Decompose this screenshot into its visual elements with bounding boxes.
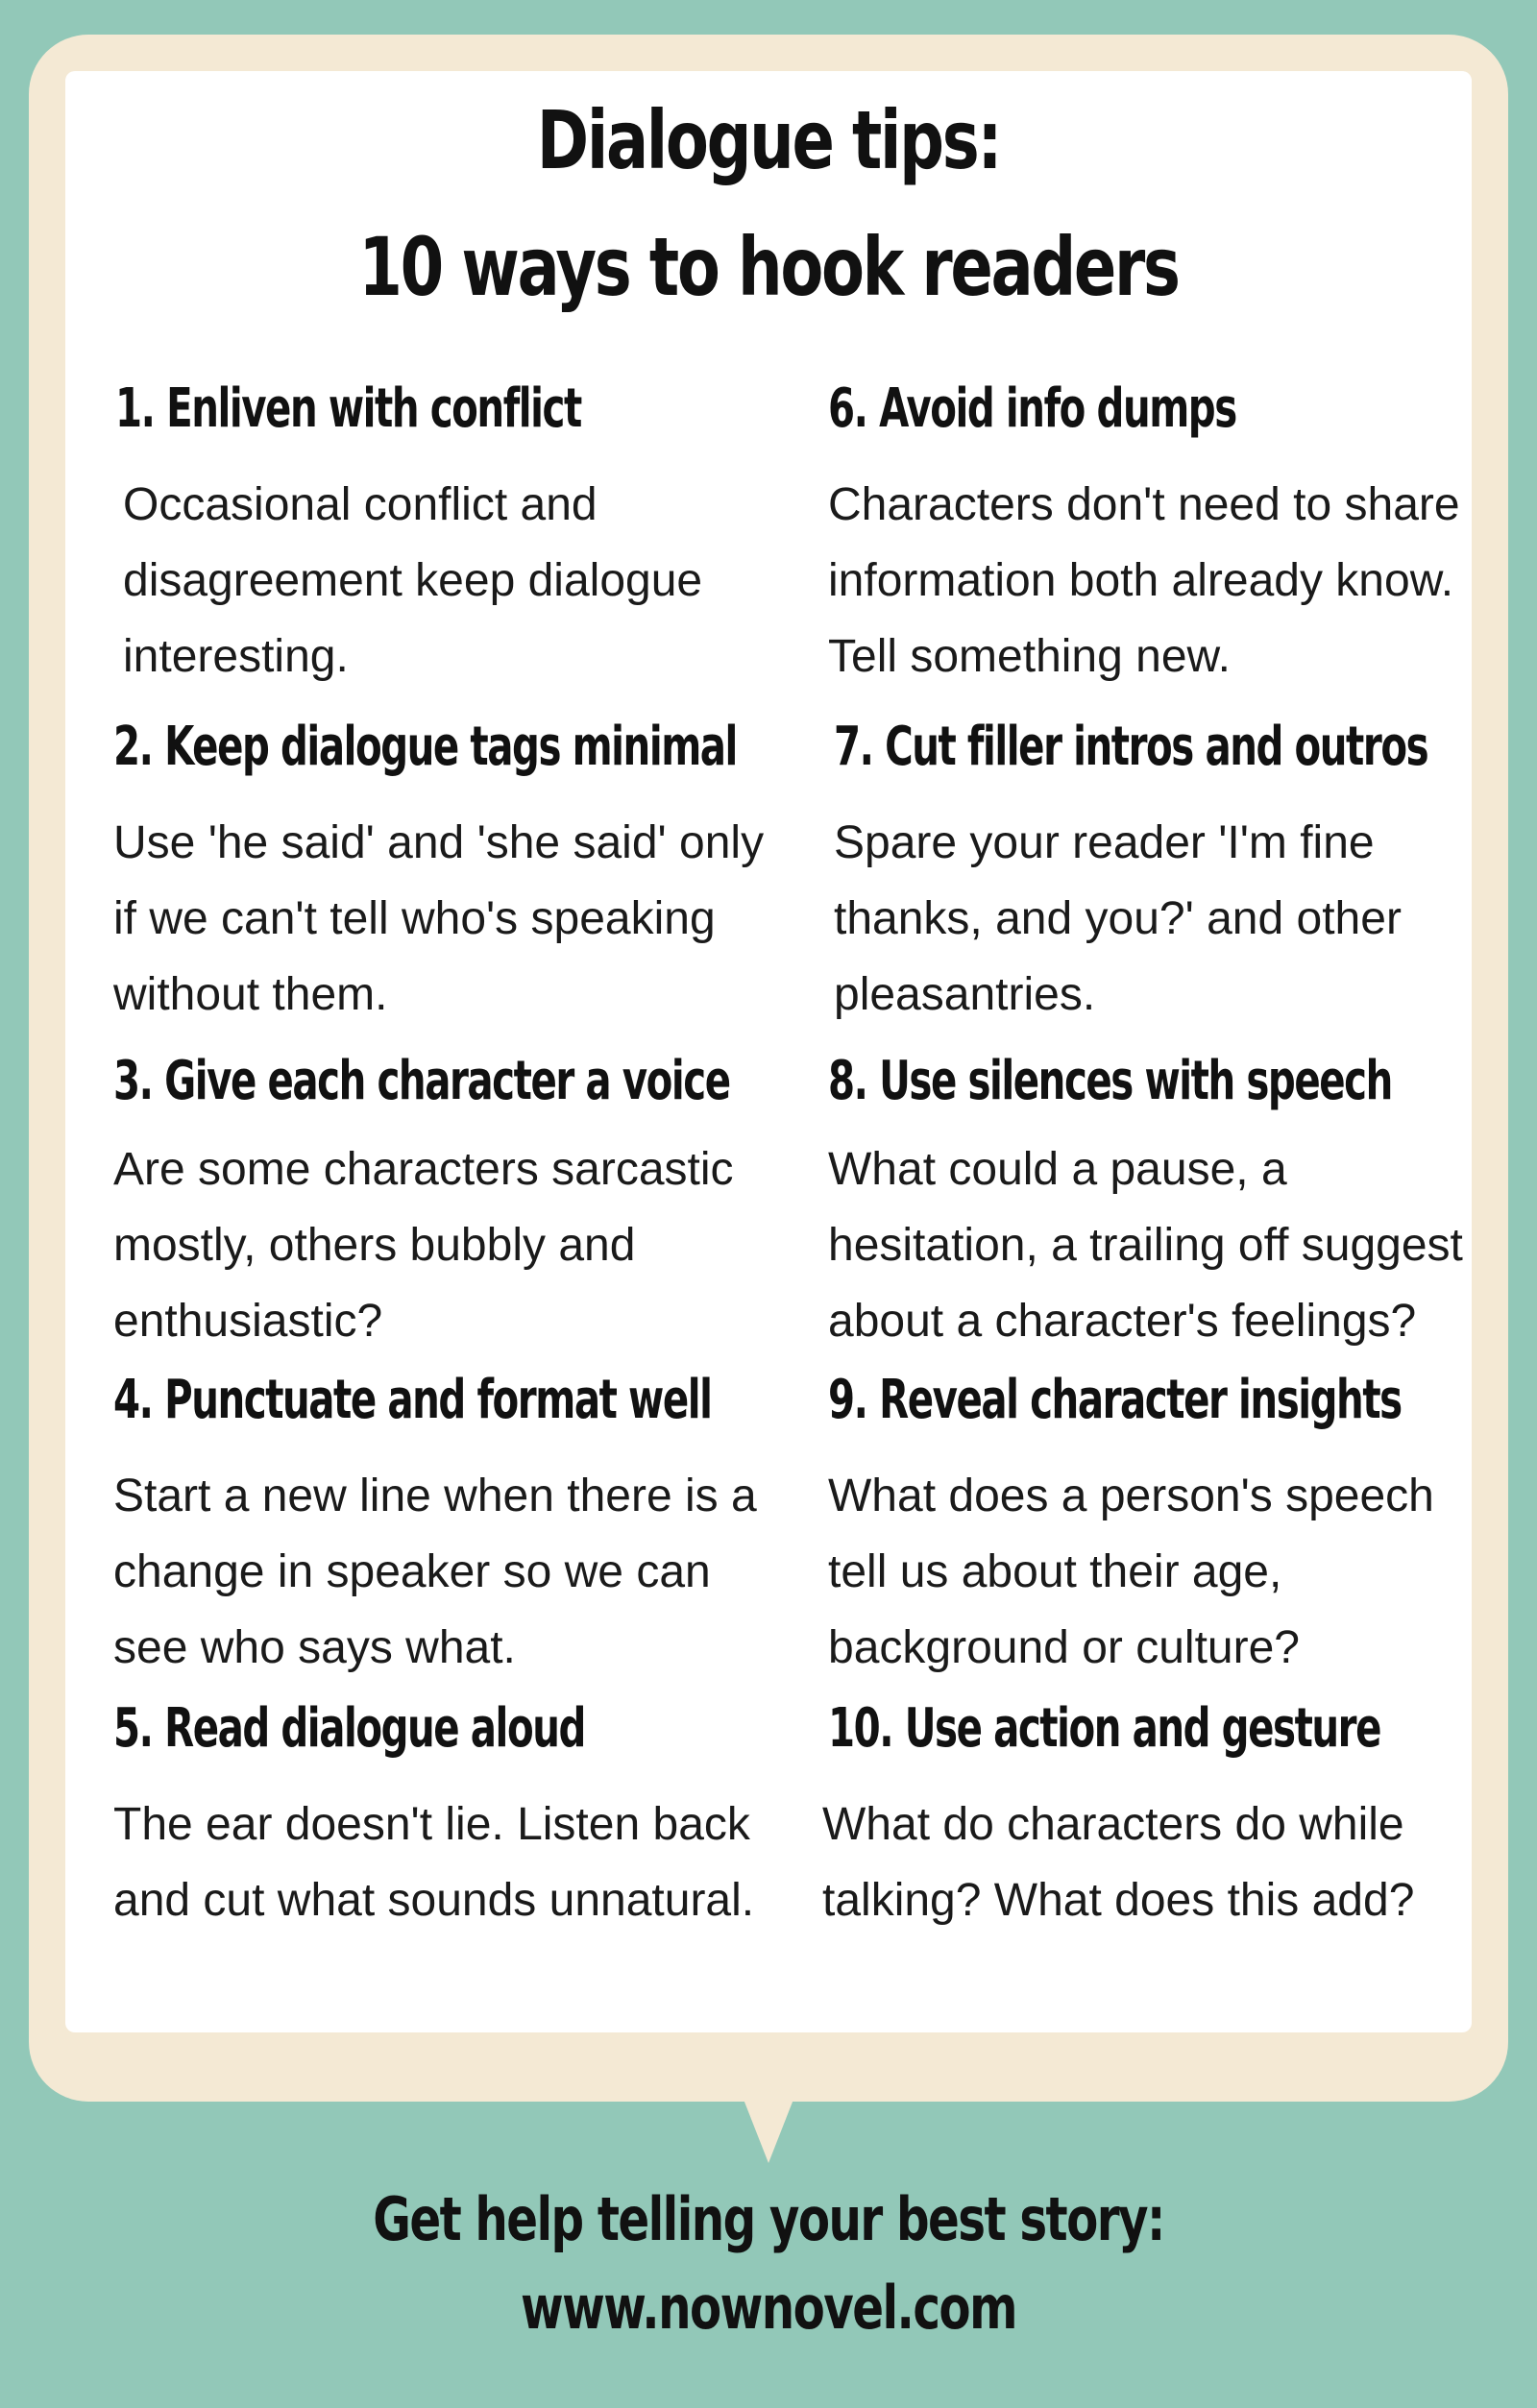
tip-10-body: What do characters do while talking? What does this add?: [822, 1799, 1415, 1926]
tip-1-heading: 1. Enliven with conflict: [115, 377, 581, 440]
tip-1-body: Occasional conflict and disagreement keep dialogue interesting.: [123, 479, 703, 682]
footer-tagline: Get help telling your best story:: [373, 2184, 1164, 2254]
page-title-line-1: Dialogue tips:: [536, 93, 1001, 187]
page-title-line-2: 10 ways to hook readers: [358, 220, 1179, 314]
tip-8-heading: 8. Use silences with speech: [828, 1050, 1392, 1112]
tip-4-heading: 4. Punctuate and format well: [113, 1369, 712, 1431]
speech-bubble-tail: [730, 2065, 807, 2163]
tip-7-body: Spare your reader 'I'm fine thanks, and you?' and other pleasantries.: [834, 817, 1402, 1020]
tip-3-body: Are some characters sarcastic mostly, others bubbly and enthusiastic?: [113, 1144, 734, 1347]
tip-6-body: Characters don't need to share information both already know. Tell something new.: [828, 479, 1460, 682]
tip-10-heading: 10. Use action and gesture: [828, 1697, 1381, 1760]
tip-5-heading: 5. Read dialogue aloud: [113, 1697, 585, 1760]
tip-5-body: The ear doesn't lie. Listen back and cut what sounds unnatural.: [113, 1799, 755, 1926]
footer-website-link[interactable]: www.nownovel.com: [521, 2273, 1016, 2343]
tip-8-body: What could a pause, a hesitation, a trailing off suggest about a character's feelings?: [828, 1144, 1463, 1347]
tip-2-body: Use 'he said' and 'she said' only if we can't tell who's speaking without them.: [113, 817, 765, 1020]
tip-4-body: Start a new line when there is a change in speaker so we can see who says what.: [113, 1471, 757, 1673]
tip-3-heading: 3. Give each character a voice: [113, 1050, 730, 1112]
tip-6-heading: 6. Avoid info dumps: [828, 377, 1236, 440]
tip-7-heading: 7. Cut filler intros and outros: [834, 716, 1428, 778]
tip-9-body: What does a person's speech tell us about their age, background or culture?: [828, 1471, 1434, 1673]
tip-9-heading: 9. Reveal character insights: [828, 1369, 1402, 1431]
tip-2-heading: 2. Keep dialogue tags minimal: [113, 716, 737, 778]
